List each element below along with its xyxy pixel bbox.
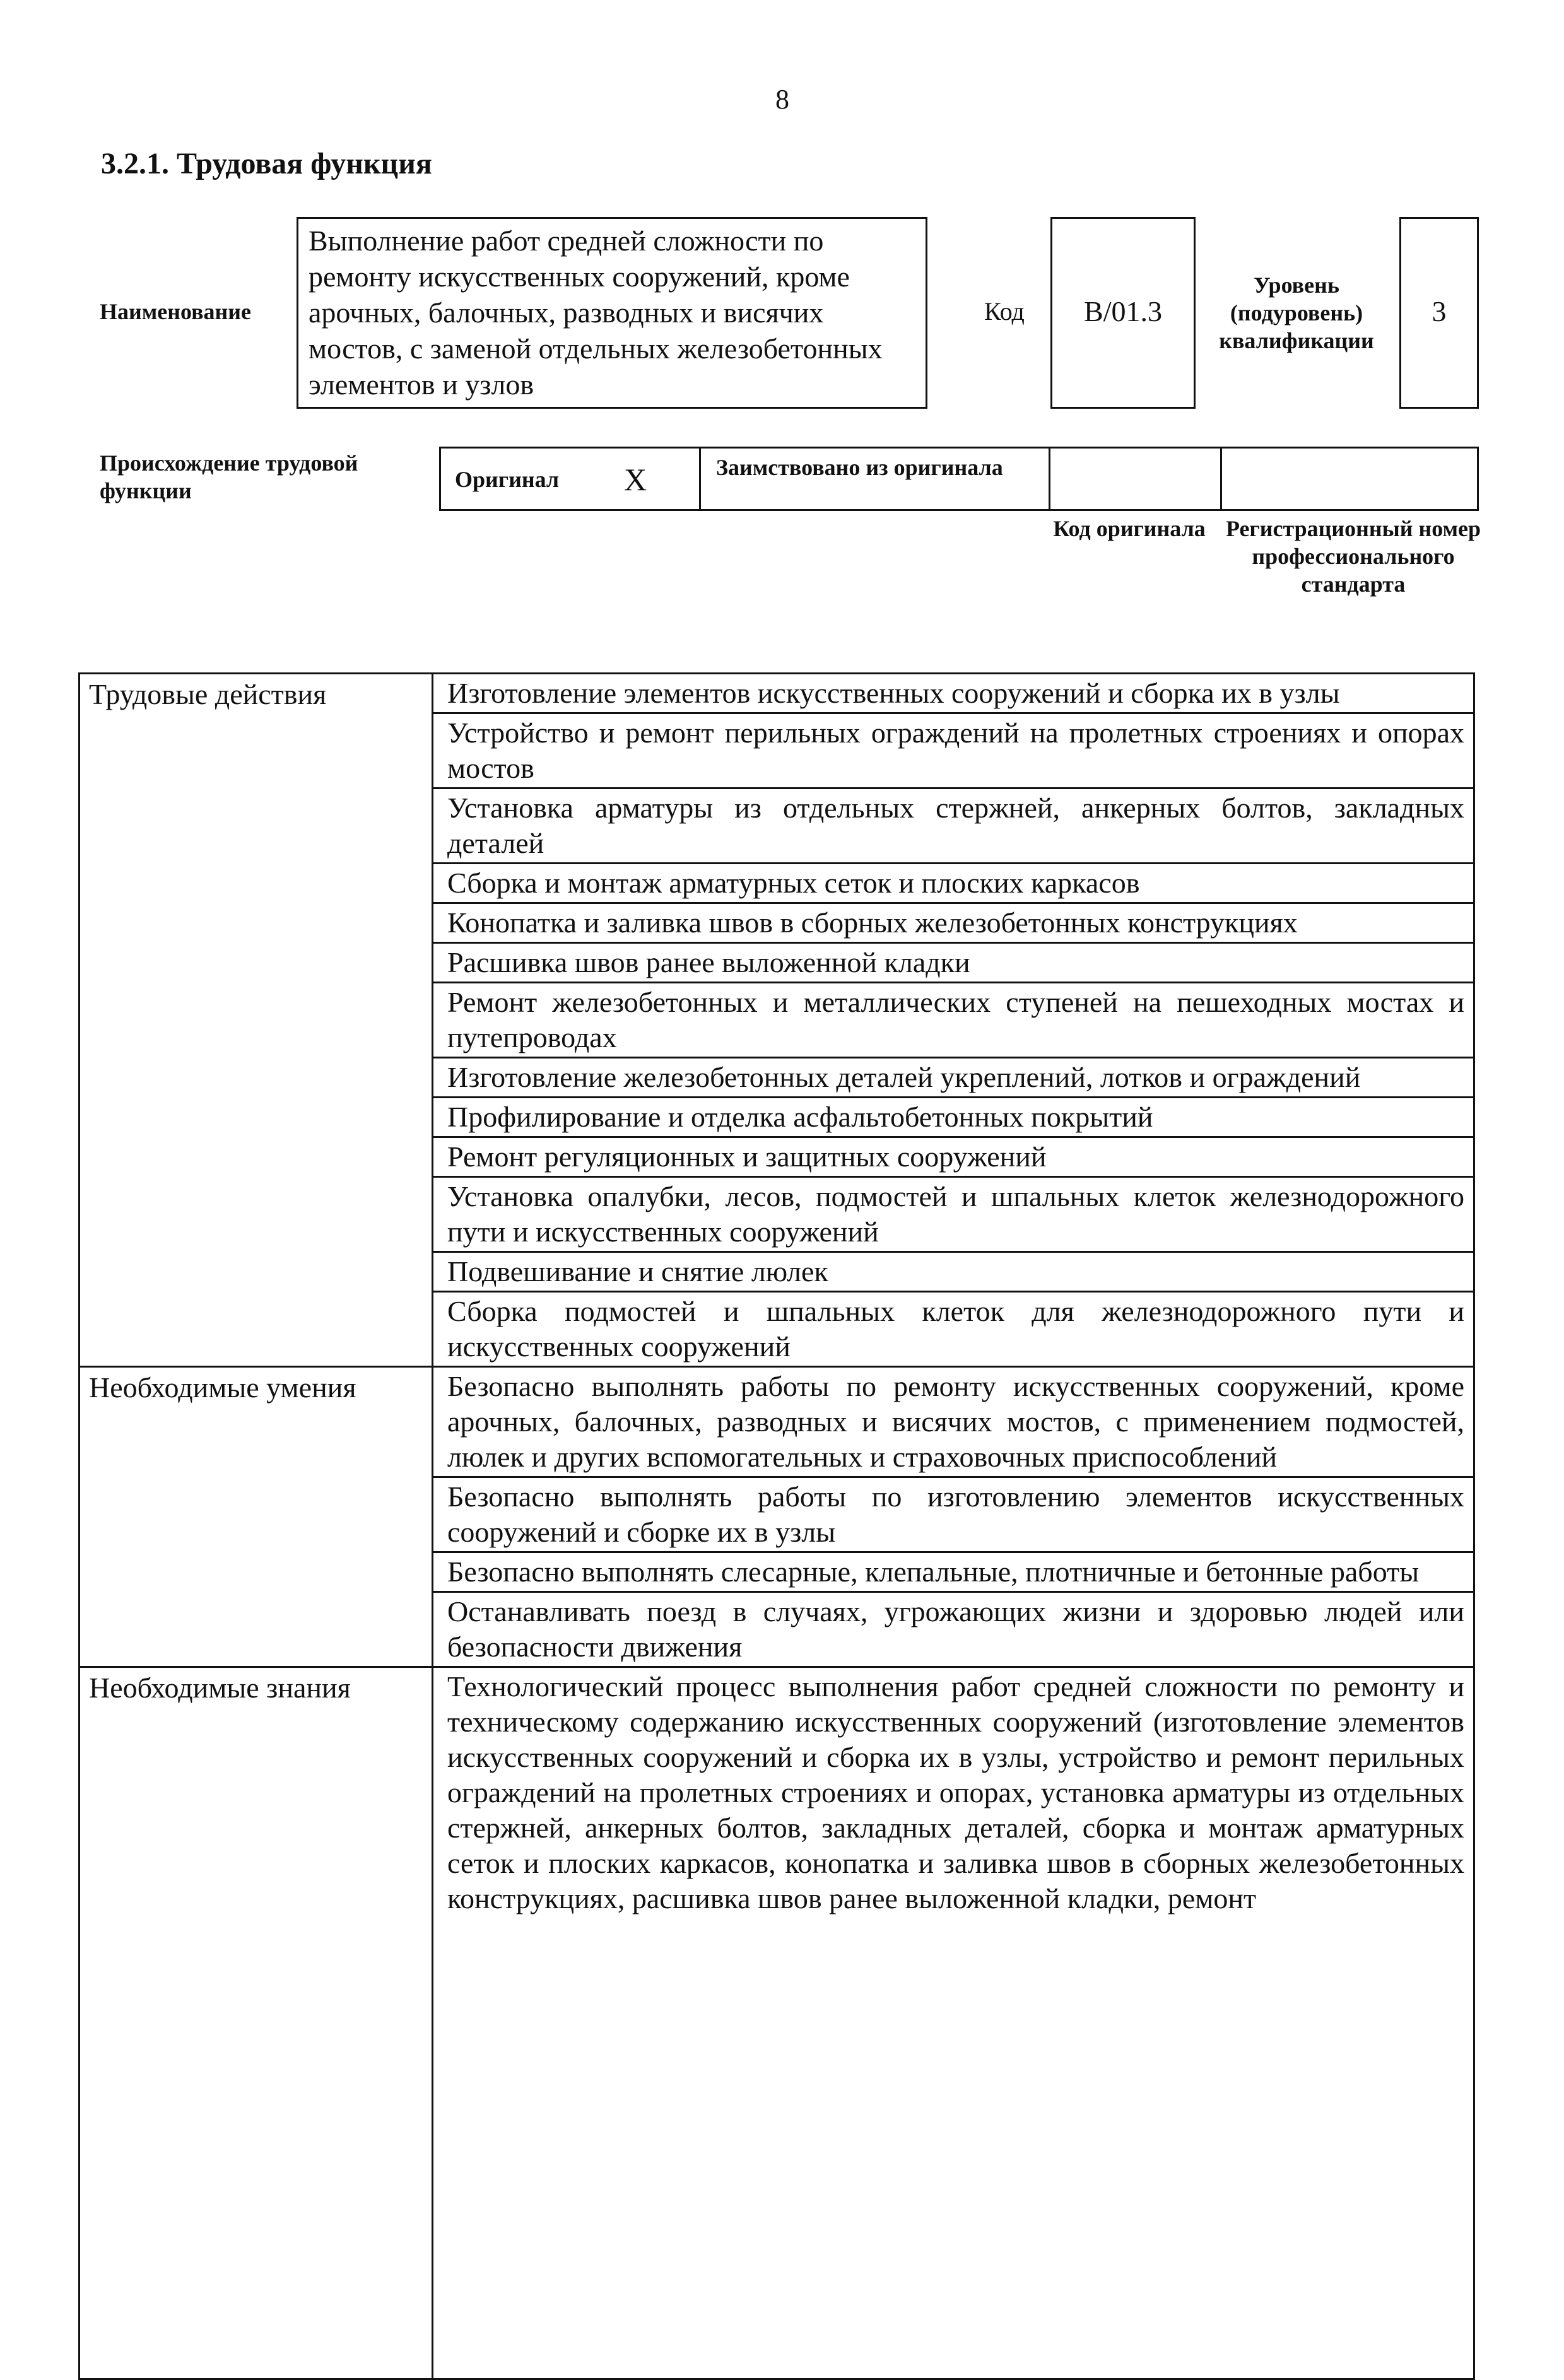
- name-label: Наименование: [100, 299, 251, 324]
- table-row: [79, 674, 1474, 1367]
- function-name-box: Выполнение работ средней сложности по ремонту искусственных сооружений, кроме арочных, балочных, разводных и висячих мостов, с заменой отдельных железобетонных элементов и узлов: [297, 217, 927, 409]
- origin-original-cell: [441, 448, 701, 509]
- actions-list: [433, 674, 1474, 1367]
- actions-label: Трудовые действия: [79, 674, 433, 1367]
- caption-code-original: Код оригинала: [1053, 516, 1206, 541]
- list-item: Ремонт регуляционных и защитных сооружений: [433, 1138, 1473, 1178]
- page-number: 8: [775, 84, 789, 115]
- list-item: Установка опалубки, лесов, подмостей и шпальных клеток железнодорожного пути и искусственных сооружений: [433, 1178, 1473, 1253]
- list-item: Изготовление элементов искусственных сооружений и сборка их в узлы: [433, 674, 1473, 714]
- knowledge-label: Необходимые знания: [79, 1667, 433, 2379]
- original-mark: X: [624, 462, 647, 497]
- list-item: Безопасно выполнять работы по изготовлению элементов искусственных сооружений и сборке их в узлы: [433, 1478, 1473, 1553]
- borrowed-label: Заимствовано из оригинала: [716, 455, 1003, 480]
- list-item: Безопасно выполнять работы по ремонту искусственных сооружений, кроме арочных, балочных, разводных и висячих мостов, с применением подмостей, люлек и других вспомогательных и страховочных приспособлений: [433, 1368, 1473, 1478]
- list-item: Конопатка и заливка швов в сборных железобетонных конструкциях: [433, 904, 1473, 944]
- original-label: Оригинал: [455, 467, 560, 492]
- list-item: Сборка и монтаж арматурных сеток и плоских каркасов: [433, 864, 1473, 904]
- table-row: [79, 1667, 1474, 2379]
- origin-reg-cell: [1222, 448, 1477, 509]
- list-item: Останавливать поезд в случаях, угрожающих жизни и здоровью людей или безопасности движения: [447, 1595, 1464, 1663]
- list-item: Подвешивание и снятие люлек: [433, 1253, 1473, 1293]
- skills-label: Необходимые умения: [79, 1367, 433, 1667]
- section-title: 3.2.1. Трудовая функция: [101, 147, 432, 180]
- caption-registration-number: Регистрационный номер профессионального стандарта: [1225, 516, 1481, 597]
- table-row: [79, 1367, 1474, 1667]
- origin-borrowed-cell: [701, 448, 1050, 509]
- origin-label: Происхождение трудовой функции: [100, 450, 358, 503]
- list-item: Изготовление железобетонных деталей укреплений, лотков и ограждений: [433, 1058, 1473, 1098]
- list-item: Безопасно выполнять слесарные, клепальные, плотничные и бетонные работы: [433, 1553, 1473, 1593]
- code-label: Код: [984, 297, 1025, 325]
- list-item: Сборка подмостей и шпальных клеток для железнодорожного пути и искусственных сооружений: [447, 1295, 1464, 1363]
- list-item: Профилирование и отделка асфальтобетонных покрытий: [433, 1098, 1473, 1138]
- knowledge-list: [433, 1667, 1474, 2379]
- origin-code-cell: [1050, 448, 1222, 509]
- list-item: Устройство и ремонт перильных ограждений на пролетных строениях и опорах мостов: [433, 714, 1473, 789]
- skills-list: [433, 1367, 1474, 1667]
- list-item: Технологический процесс выполнения работ средней сложности по ремонту и техническому содержанию искусственных сооружений (изготовление элементов искусственных сооружений и сборка их в узлы, устройство и ремонт перильных ограждений на пролетных строениях и опорах, установка арматуры из отдельных стержней, анкерных болтов, закладных деталей, сборка и монтаж арматурных сеток и плоских каркасов, конопатка и заливка швов в сборных железобетонных конструкциях, расшивка швов ранее выложенной кладки, ремонт: [447, 1670, 1464, 1914]
- list-item: Установка арматуры из отдельных стержней, анкерных болтов, закладных деталей: [433, 789, 1473, 864]
- list-item: Расшивка швов ранее выложенной кладки: [433, 944, 1473, 983]
- list-item: Ремонт железобетонных и металлических ступеней на пешеходных мостах и путепроводах: [433, 983, 1473, 1058]
- origin-row: [439, 447, 1479, 511]
- level-label: Уровень (подуровень) квалификации: [1219, 273, 1374, 353]
- code-value-box: В/01.3: [1050, 217, 1196, 409]
- level-value-box: 3: [1399, 217, 1479, 409]
- function-details-table: [78, 672, 1475, 2380]
